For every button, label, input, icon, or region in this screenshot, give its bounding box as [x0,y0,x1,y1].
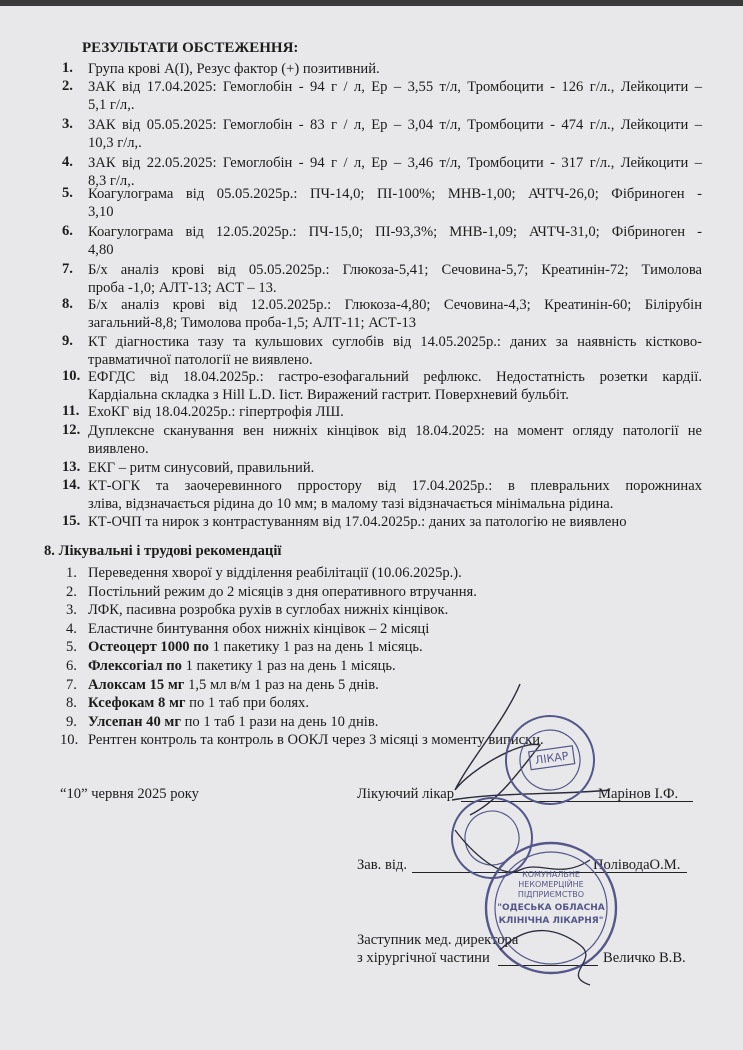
result-line: загальний-8,8; Тимолова проба-1,5; АЛТ-11; АСТ-13 [88,315,417,331]
result-line: 8,3 г/л,. [88,173,135,189]
recommendation-text: 1,5 мл в/м 1 раз на день 5 днів. [184,676,379,693]
recommendation-text: по 1 таб при болях. [185,695,310,712]
result-line: Б/х аналіз крові від 05.05.2025р.: Глюкоза-5,41; Сечовина-5,7; Креатинін-72; Тимолова [88,262,702,278]
result-number: 15. [62,513,81,529]
result-line: Коагулограма від 12.05.2025р.: ПЧ-15,0; ПІ-93,3%; МНВ-1,09; АЧТЧ-31,0; Фібриноген - [88,224,702,240]
drug-name: Ксефокам 8 мг [88,695,186,712]
doctor-signature [452,684,610,815]
recommendation-number: 6. [66,658,77,674]
head-signature [455,830,590,872]
result-line: виявлено. [88,441,149,457]
recommendation-text: 1 пакетику 1 раз на день 1 місяць. [208,639,423,656]
result-number: 10. [62,368,81,384]
drug-name: Алоксам 15 мг [88,676,185,693]
recommendation-text: 1 пакетику 1 раз на день 1 місяць. [181,658,396,674]
head-name: ПоліводаО.М. [593,857,681,873]
result-number: 4. [62,154,73,170]
doctor-name: Марінов І.Ф. [598,786,679,802]
recommendation-number: 8. [66,695,77,712]
drug-name: Остеоцерт 1000 по [88,639,209,656]
recommendation-text: Рентген контроль та контроль в ООКЛ через 3 місяці з моменту виписки. [88,732,544,749]
recommendations-title: 8. Лікувальні і трудові рекомендації [44,543,282,559]
stamp-line-5: КЛІНІЧНА ЛІКАРНЯ" [498,916,604,926]
result-number: 11. [62,403,80,419]
result-line: Б/х аналіз крові від 12.05.2025р.: Глюкоза-4,80; Сечовина-4,3; Креатинін-60; Білірубін [88,297,702,313]
result-line: травматичної патології не виявлено. [88,352,313,368]
result-number: 5. [62,185,73,201]
drug-name: Улсепан 40 мг [88,713,181,730]
recommendation-number: 2. [66,583,77,600]
result-number: 8. [62,296,73,312]
result-number: 6. [62,223,73,239]
stamp-line-4: "ОДЕСЬКА ОБЛАСНА [497,903,605,913]
result-number: 7. [62,261,73,277]
recommendation-number: 10. [60,732,79,749]
result-line: ЗАК від 05.05.2025: Гемоглобін - 83 г / л, Ер – 3,04 т/л, Тромбоцити - 474 г/л., Лейкоцити – [88,117,702,133]
result-number: 2. [62,78,73,94]
drug-name: Флексогіал по [88,658,182,674]
recommendation-text: по 1 таб 1 рази на день 10 днів. [180,713,379,730]
result-line: Дуплексне сканування вен нижніх кінцівок від 18.04.2025: на момент огляду патології не [88,423,702,439]
hospital-stamp [486,843,616,973]
result-number: 13. [62,459,81,475]
deputy-label-1: Заступник мед. директора [357,932,519,948]
result-line: ЗАК від 22.05.2025: Гемоглобін - 94 г / л, Ер – 3,46 т/л, Тромбоцити - 317 г/л., Лейкоцити – [88,155,702,171]
result-line: 3,10 [88,204,114,220]
recommendation-text: Постільний режим до 2 місяців з дня оперативного втручання. [88,583,477,600]
results-title: РЕЗУЛЬТАТИ ОБСТЕЖЕННЯ: [82,40,299,56]
recommendation-number: 5. [66,639,77,656]
recommendation-text: Еластичне бинтування обох нижніх кінцівок – 2 місяці [88,620,430,637]
result-line: 5,1 г/л,. [88,97,135,113]
result-line: Кардіальна складка з Hill L.D. Ііст. Виражений гастрит. Поверхневий бульбіт. [88,387,569,403]
doctor-label: Лікуючий лікар [357,786,455,802]
stamp-line-2: НЕКОМЕРЦІЙНЕ [518,880,584,889]
result-number: 12. [62,422,81,438]
result-number: 1. [62,60,73,76]
result-line: КТ-ОЧП та нирок з контрастуванням від 17.04.2025р.: даних за патологію не виявлено [88,514,627,530]
recommendation-number: 7. [66,676,77,693]
result-line: КТ-ОГК та заочеревинного прростору від 17.04.2025р.: в плевральних порожнинах [88,478,702,494]
result-line: зліва, відзначається рідина до 10 мм; в малому тазі відзначається мінімальна рідина. [88,496,614,512]
result-line: КТ діагностика тазу та кульшових суглобів від 14.05.2025р.: даних за наявність кістково- [88,334,702,350]
recommendation-text: ЛФК, пасивна розробка рухів в суглобах нижніх кінцівок. [88,602,449,619]
result-number: 14. [62,477,81,493]
result-line: ЗАК від 17.04.2025: Гемоглобін - 94 г / л, Ер – 3,55 т/л, Тромбоцити - 126 г/л., Лейкоцити – [88,79,702,95]
result-line: ЕхоКГ від 18.04.2025р.: гіпертрофія ЛШ. [88,404,344,420]
date-text: “10” червня 2025 року [60,786,199,802]
result-number: 9. [62,333,73,349]
recommendation-text: Переведення хворої у відділення реабілітації (10.06.2025р.). [88,565,462,581]
result-line: проба -1,0; АЛТ-13; АСТ – 13. [88,280,277,296]
stamp-line-3: ПІДПРИЄМСТВО [517,890,585,899]
stamp-line-1: КОМУНАЛЬНЕ [522,870,580,879]
result-line: Коагулограма від 05.05.2025р.: ПЧ-14,0; ПІ-100%; МНВ-1,00; АЧТЧ-26,0; Фібриноген - [88,186,702,202]
recommendation-number: 3. [66,602,77,619]
result-line: ЕФГДС від 18.04.2025р.: гастро-езофагальний рефлюкс. Недостатність розетки кардії. [88,369,702,385]
head-label: Зав. від. [357,857,407,873]
result-line: ЕКГ – ритм синусовий, правильний. [88,460,315,476]
result-line: 10,3 г/л,. [88,135,142,151]
deputy-label-2: з хірургічної частини [357,950,490,966]
recommendation-number: 9. [66,713,77,730]
deputy-name: Величко В.В. [603,950,686,966]
recommendation-number: 1. [66,565,77,581]
doctor-stamp-text: ЛІКАР [534,749,570,768]
result-line: Група крові А(І), Резус фактор (+) позитивний. [88,61,380,77]
recommendation-number: 4. [66,620,77,637]
result-number: 3. [62,116,73,132]
result-line: 4,80 [88,242,114,258]
